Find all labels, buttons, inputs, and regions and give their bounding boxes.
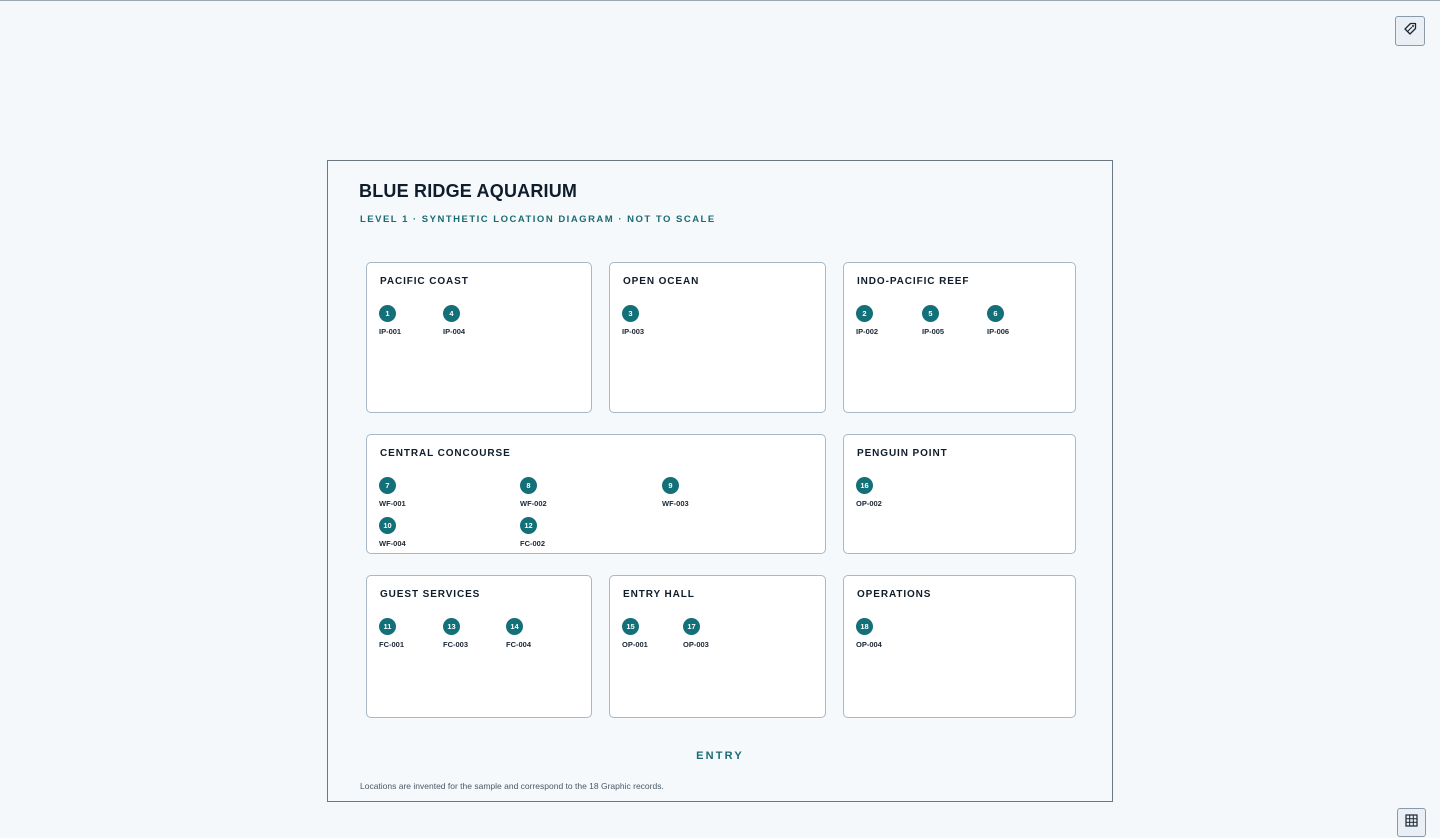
marker-code: FC-004: [506, 640, 532, 649]
tag-button[interactable]: [1395, 16, 1425, 46]
zone-label: INDO-PACIFIC REEF: [857, 276, 970, 287]
zone-label: ENTRY HALL: [623, 589, 695, 600]
marker-code: WF-001: [379, 499, 406, 508]
marker-number[interactable]: 7: [379, 477, 396, 494]
location-marker[interactable]: [379, 305, 419, 341]
marker-number[interactable]: 10: [379, 517, 396, 534]
marker-code: IP-003: [622, 327, 645, 336]
footnote: Locations are invented for the sample and correspond to the 18 Graphic records.: [360, 781, 664, 791]
marker-number[interactable]: 16: [856, 477, 873, 494]
marker-code: WF-004: [379, 539, 406, 548]
zone-guest-services[interactable]: [366, 575, 592, 718]
marker-number[interactable]: 4: [443, 305, 460, 322]
location-marker[interactable]: [622, 305, 662, 341]
marker-code: OP-002: [856, 499, 882, 508]
location-marker[interactable]: [622, 618, 662, 654]
grid-icon: [1405, 814, 1418, 832]
marker-number[interactable]: 12: [520, 517, 537, 534]
marker-code: FC-002: [520, 539, 546, 548]
marker-number[interactable]: 1: [379, 305, 396, 322]
zone-open-ocean[interactable]: [609, 262, 826, 413]
page-title: BLUE RIDGE AQUARIUM: [359, 181, 578, 201]
location-marker[interactable]: [987, 305, 1027, 341]
page-subtitle: LEVEL 1 · SYNTHETIC LOCATION DIAGRAM · NOT TO SCALE: [360, 214, 716, 225]
grid-button[interactable]: [1397, 808, 1426, 837]
zone-label: GUEST SERVICES: [380, 589, 481, 600]
location-marker[interactable]: [856, 618, 896, 654]
location-marker[interactable]: [683, 618, 723, 654]
marker-code: FC-001: [379, 640, 405, 649]
marker-number[interactable]: 11: [379, 618, 396, 635]
zone-penguin-point[interactable]: [843, 434, 1076, 554]
marker-number[interactable]: 8: [520, 477, 537, 494]
location-marker[interactable]: [379, 618, 419, 654]
marker-number[interactable]: 6: [987, 305, 1004, 322]
zone-label: OPERATIONS: [857, 589, 932, 600]
zone-indo-pacific-reef[interactable]: [843, 262, 1076, 413]
top-divider: [0, 0, 1440, 1]
zone-entry-hall[interactable]: [609, 575, 826, 718]
marker-number[interactable]: 15: [622, 618, 639, 635]
zone-operations[interactable]: [843, 575, 1076, 718]
location-marker[interactable]: [443, 305, 483, 341]
entry-label: ENTRY: [696, 750, 744, 762]
location-marker[interactable]: [856, 305, 896, 341]
marker-code: OP-003: [683, 640, 709, 649]
marker-code: IP-005: [922, 327, 945, 336]
location-marker[interactable]: [379, 477, 419, 513]
zone-label: OPEN OCEAN: [623, 276, 700, 287]
marker-code: WF-002: [520, 499, 547, 508]
zone-central-concourse[interactable]: [366, 434, 826, 554]
marker-code: OP-001: [622, 640, 648, 649]
marker-number[interactable]: 2: [856, 305, 873, 322]
location-marker[interactable]: [520, 477, 560, 513]
location-marker[interactable]: [506, 618, 546, 654]
zone-label: PENGUIN POINT: [857, 448, 948, 459]
location-marker[interactable]: [443, 618, 483, 654]
marker-number[interactable]: 3: [622, 305, 639, 322]
marker-number[interactable]: 17: [683, 618, 700, 635]
zone-pacific-coast[interactable]: [366, 262, 592, 413]
marker-code: IP-004: [443, 327, 466, 336]
marker-number[interactable]: 13: [443, 618, 460, 635]
marker-number[interactable]: 9: [662, 477, 679, 494]
zone-label: PACIFIC COAST: [380, 276, 469, 287]
marker-code: OP-004: [856, 640, 882, 649]
marker-code: WF-003: [662, 499, 689, 508]
tag-icon: [1403, 22, 1417, 41]
zone-label: CENTRAL CONCOURSE: [380, 448, 511, 459]
floor-plan-sheet: [327, 160, 1113, 802]
marker-number[interactable]: 14: [506, 618, 523, 635]
marker-number[interactable]: 5: [922, 305, 939, 322]
location-marker[interactable]: [856, 477, 896, 513]
marker-code: IP-006: [987, 327, 1010, 336]
location-marker[interactable]: [662, 477, 702, 513]
location-marker[interactable]: [922, 305, 962, 341]
marker-code: FC-003: [443, 640, 469, 649]
marker-code: IP-002: [856, 327, 879, 336]
marker-number[interactable]: 18: [856, 618, 873, 635]
location-marker[interactable]: [379, 517, 419, 553]
marker-code: IP-001: [379, 327, 402, 336]
location-marker[interactable]: [520, 517, 560, 553]
